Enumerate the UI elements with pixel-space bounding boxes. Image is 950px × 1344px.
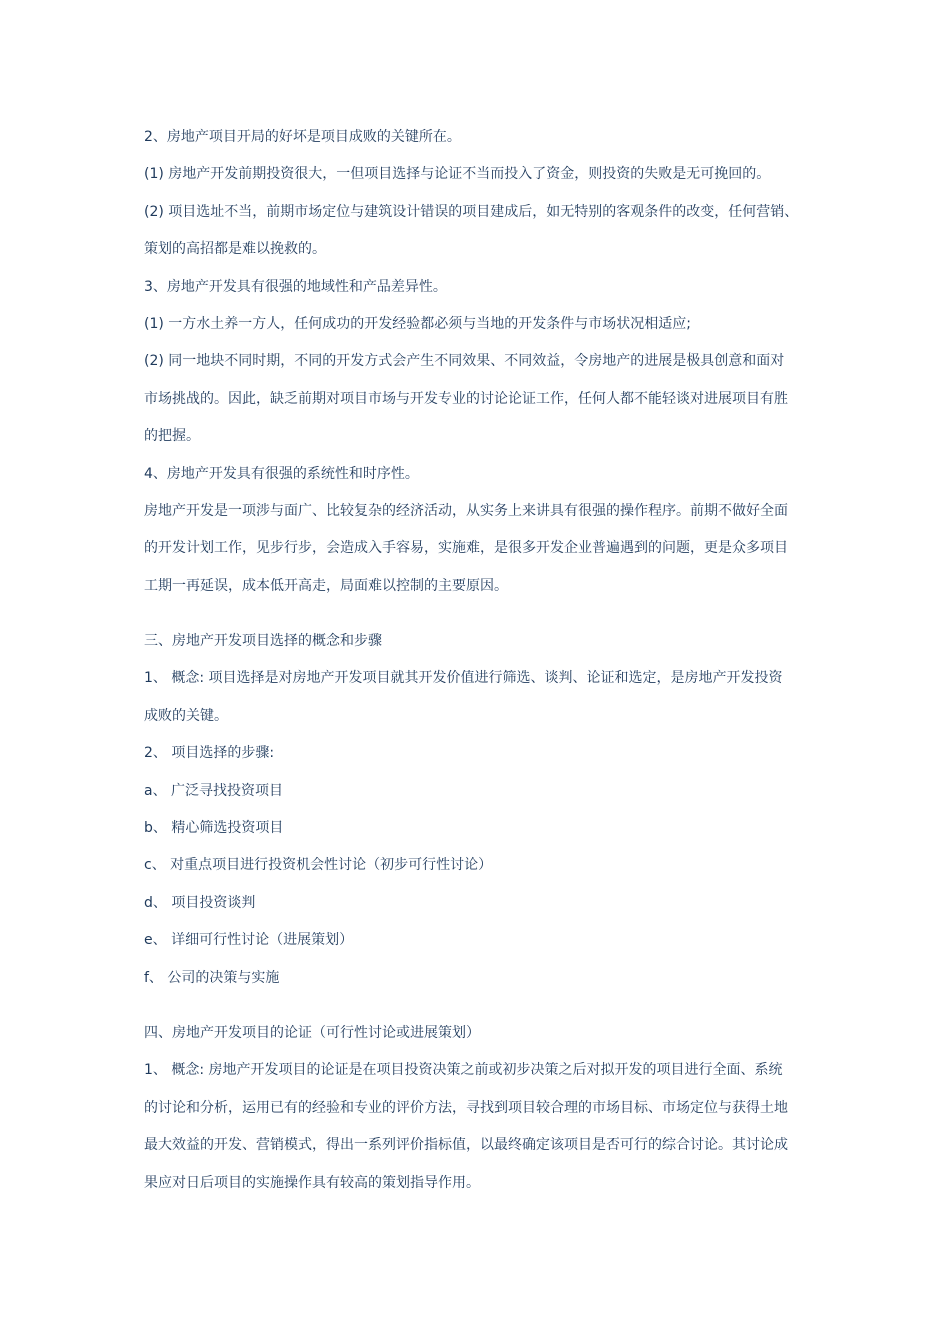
- list-item: d、 项目投资谈判: [144, 894, 256, 911]
- list-item: b、 精心筛选投资项目: [144, 820, 284, 837]
- text-line: 最大效益的开发、营销模式，得出一系列评价指标值，以最终确定该项目是否可行的综合讨论。其讨论成: [144, 1137, 788, 1154]
- document-body: [144, 119, 814, 1202]
- text-line: (2) 同一地块不同时期，不同的开发方式会产生不同效果、不同效益，令房地产的进展是极具创意和面对: [144, 353, 785, 370]
- text-line: 2、 项目选择的步骤:: [144, 745, 275, 762]
- text-line-heading-4: 4、房地产开发具有很强的系统性和时序性。: [144, 465, 419, 482]
- text-line: 的讨论和分析，运用已有的经验和专业的评价方法，寻找到项目较合理的市场目标、市场定位与获得土地: [144, 1099, 788, 1116]
- text-line: 市场挑战的。因此，缺乏前期对项目市场与开发专业的讨论论证工作，任何人都不能轻谈对进展项目有胜: [144, 390, 788, 407]
- text-line: (2) 项目选址不当，前期市场定位与建筑设计错误的项目建成后，如无特别的客观条件的改变，任何营销、: [144, 203, 799, 220]
- text-line: 工期一再延误，成本低开高走，局面难以控制的主要原因。: [144, 577, 508, 594]
- text-line: (1) 房地产开发前期投资很大，一但项目选择与论证不当而投入了资金，则投资的失败是无可挽回的。: [144, 166, 771, 183]
- text-line: 1、 概念: 房地产开发项目的论证是在项目投资决策之前或初步决策之后对拟开发的项目进行全面、系统: [144, 1062, 783, 1079]
- section-heading: 三、房地产开发项目选择的概念和步骤: [144, 633, 382, 650]
- text-line: 的开发计划工作，见步行步，会造成入手容易，实施难，是很多开发企业普遍遇到的问题，更是众多项目: [144, 540, 788, 557]
- list-item: a、 广泛寻找投资项目: [144, 782, 284, 799]
- text-line: 的把握。: [144, 428, 200, 445]
- text-line-heading-2: 2、房地产项目开局的好坏是项目成败的关键所在。: [144, 129, 461, 145]
- text-line: 1、 概念: 项目选择是对房地产开发项目就其开发价值进行筛选、谈判、论证和选定，是房地产开发投资: [144, 670, 783, 687]
- section-gap: [144, 605, 814, 623]
- list-item: e、 详细可行性讨论（进展策划）: [144, 932, 354, 949]
- text-line: 成败的关键。: [144, 707, 228, 724]
- text-line: 策划的高招都是难以挽救的。: [144, 241, 326, 258]
- section-gap: [144, 997, 814, 1015]
- text-line: (1) 一方水土养一方人，任何成功的开发经验都必须与当地的开发条件与市场状况相适应;: [144, 315, 691, 332]
- text-line: 果应对日后项目的实施操作具有较高的策划指导作用。: [144, 1174, 480, 1191]
- text-line-heading-3: 3、房地产开发具有很强的地域性和产品差异性。: [144, 278, 447, 295]
- section-heading: 四、房地产开发项目的论证（可行性讨论或进展策划）: [144, 1024, 480, 1041]
- list-item: c、 对重点项目进行投资机会性讨论（初步可行性讨论）: [144, 857, 493, 874]
- text-line: 房地产开发是一项涉与面广、比较复杂的经济活动，从实务上来讲具有很强的操作程序。前期不做好全面: [144, 502, 788, 519]
- list-item: f、 公司的决策与实施: [144, 969, 280, 986]
